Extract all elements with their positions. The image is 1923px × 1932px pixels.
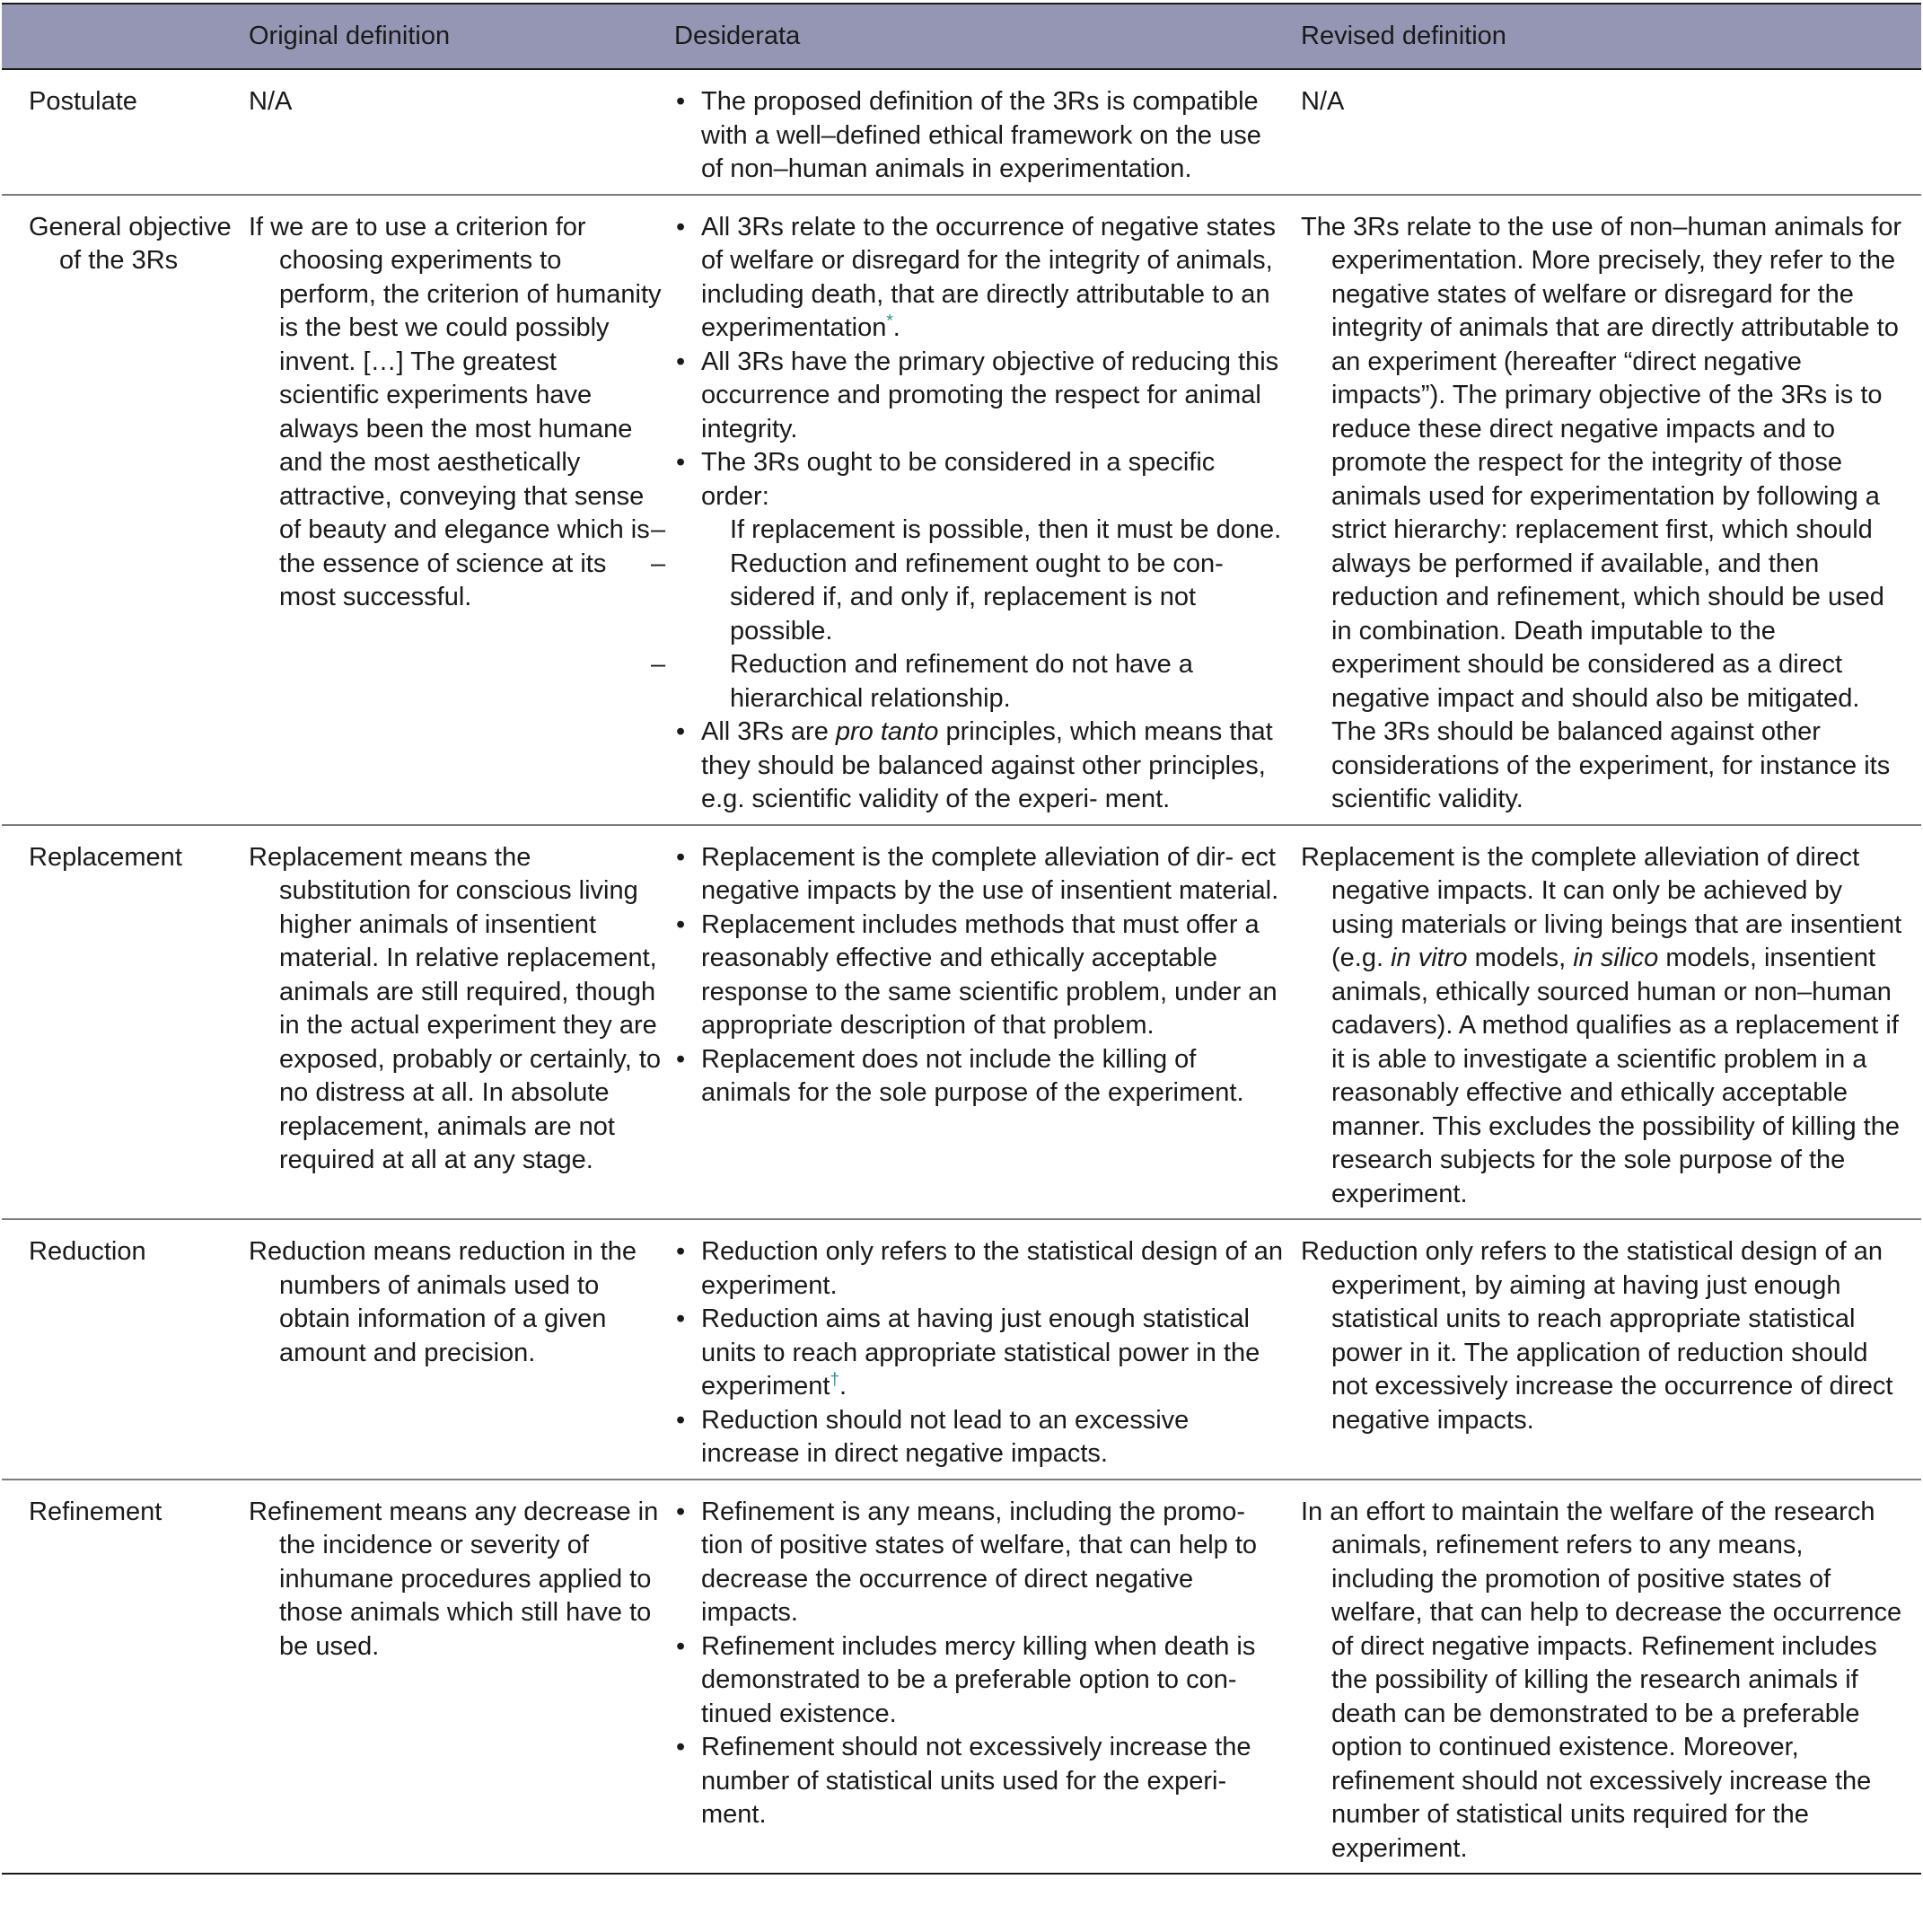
desiderata-list — [674, 211, 1288, 817]
original-definition-text: Reduction means reduction in the numbers of animals used to obtain information of a given amount and precision. — [249, 1237, 637, 1367]
original-definition-cell — [249, 69, 674, 195]
original-definition-cell — [249, 195, 674, 825]
desiderata-list — [674, 841, 1288, 1111]
revised-text: models, — [1474, 944, 1567, 972]
row-label — [2, 195, 249, 825]
desiderata-item — [674, 1303, 1288, 1404]
definitions-table — [2, 3, 1921, 1875]
header-revised-definition: Revised definition — [1301, 4, 1921, 69]
desiderata-cell — [674, 69, 1301, 195]
original-definition-cell — [249, 1480, 674, 1875]
footnote-marker: † — [830, 1370, 840, 1390]
row-label: Reduction — [2, 1219, 249, 1480]
original-definition-text: Replacement means the substitution for conscious living higher animals of insentient material. In relative replacement, animals are still required, though in the actual experiment they are exposed, probably or certainly, to no distress at all. In absolute replacement, animals are not required at all at any stage. — [249, 842, 662, 1174]
original-definition-cell — [249, 825, 674, 1220]
desiderata-item: • Refinement is any means, including the promo- tion of positive states of welfare, that can help to decrease the occurrence of direct negative impacts. — [674, 1496, 1288, 1630]
desiderata-item — [674, 716, 1288, 817]
table-row-replacement — [2, 825, 1921, 1220]
desiderata-item: • Replacement is the complete alleviation of dir- ect negative impacts by the use of insentient material. — [674, 841, 1288, 909]
revised-definition-text: N/A — [1301, 87, 1345, 116]
header-desiderata: Desiderata — [674, 4, 1301, 69]
revised-definition-text: In an effort to maintain the welfare of the research animals, refinement refers to any means, including the promotion of positive states of welfare, that can help to decrease the occurrence of direct negative impacts. Refinement includes the possibility of killing the research animals if death can be demonstrated to be a preferable option to continued existence. Moreover, refinement should not excessively increase the number of statistical units required for the experiment. — [1301, 1497, 1902, 1863]
table-header — [2, 4, 1921, 69]
desiderata-cell — [674, 1480, 1301, 1875]
original-definition-text: If we are to use a criterion for choosing experiments to perform, the criterion of humanity is the best we could possibly invent. […] The greatest scientific experiments have always been the most humane and the most aesthetically attractive, conveying that sense of beauty and elegance which is the essence of science at its most successful. — [249, 212, 662, 611]
table-row-general-objective — [2, 195, 1921, 825]
revised-italic: in silico — [1573, 944, 1659, 972]
revised-definition-cell — [1301, 69, 1921, 195]
revised-definition-text: Reduction only refers to the statistical design of an experiment, by aiming at having just enough statistical units to reach appropriate statistical power in it. The application of reduction should not excessively increase the occurrence of direct negative impacts. — [1301, 1237, 1893, 1435]
row-label-text: General objective of the 3Rs — [29, 212, 232, 275]
desiderata-cell — [674, 1219, 1301, 1480]
desiderata-item: • Reduction only refers to the statistical design of an experiment. — [674, 1235, 1288, 1303]
revised-italic: in vitro — [1391, 944, 1468, 972]
desiderata-item: • All 3Rs have the primary objective of reducing this occurrence and promoting the respect for animal integrity. — [674, 346, 1288, 447]
desiderata-item-punct: . — [839, 1372, 847, 1401]
original-definition-cell — [249, 1219, 674, 1480]
revised-definition-text: The 3Rs relate to the use of non–human animals for experimentation. More precisely, they refer to the negative states of welfare or disregard for the integrity of animals that are directly attributable to an experiment (hereafter “direct negative impacts”). The primary objective of the 3Rs is to reduce these direct negative impacts and to promote the respect for the integrity of those animals used for experimentation by following a strict hierarchy: replacement first, which should always be performed if available, and then reduction and refinement, which should be used in combination. Death imputable to the experiment should be considered as a direct negative impact and should also be mitigated. The 3Rs should be balanced against other considerations of the experiment, for instance its scientific validity. — [1301, 212, 1901, 813]
original-definition-text: Refinement means any decrease in the incidence or severity of inhumane procedures applied to those animals which still have to be used. — [249, 1497, 659, 1661]
header-original-definition: Original definition — [249, 4, 674, 69]
desiderata-cell — [674, 195, 1301, 825]
table-body — [2, 69, 1921, 1874]
row-label: Refinement — [2, 1480, 249, 1875]
header-row — [2, 4, 1921, 69]
row-label: Replacement — [2, 825, 249, 1220]
desiderata-item-text: All 3Rs relate to the occurrence of negative states of welfare or disregard for the integrity of animals, including death, that are directly attributable to an experimentation — [701, 212, 1276, 342]
revised-definition-text — [1301, 841, 1909, 1212]
desiderata-list — [674, 1496, 1288, 1832]
desiderata-subitem: – Reduction and refinement ought to be con- sidered if, and only if, replacement is not possible. — [674, 548, 1288, 649]
revised-definition-cell — [1301, 195, 1921, 825]
desiderata-item: • Refinement includes mercy killing when death is demonstrated to be a preferable option to con- tinued existence. — [674, 1630, 1288, 1732]
desiderata-list — [674, 1235, 1288, 1471]
original-definition-text: N/A — [249, 87, 293, 116]
desiderata-item-text: Reduction aims at having just enough statistical units to reach appropriate statistical power in the experiment — [701, 1304, 1260, 1401]
desiderata-item: • Replacement does not include the killing of animals for the sole purpose of the experiment. — [674, 1043, 1288, 1111]
footnote-marker: * — [886, 312, 893, 331]
desiderata-item-punct: . — [892, 313, 900, 342]
revised-text: models, insentient animals, ethically sourced human or non–human cadavers). A method qualifies as a replacement if it is able to investigate a scientific problem in a reasonably effective and ethically acceptable manner. This excludes the possibility of killing the research subjects for the sole purpose of the experiment. — [1331, 944, 1900, 1208]
desiderata-item: • The proposed definition of the 3Rs is compatible with a well–defined ethical framework on the use of non–human animals in experimentation. — [674, 85, 1288, 187]
desiderata-item-text: principles, which means that they should be balanced against other principles, e.g. scientific validity of the experi- ment. — [701, 717, 1273, 813]
revised-definition-cell — [1301, 1480, 1921, 1875]
desiderata-item: • Replacement includes methods that must offer a reasonably effective and ethically acceptable response to the same scientific problem, under an appropriate description of that problem. — [674, 909, 1288, 1043]
revised-definition-cell — [1301, 1219, 1921, 1480]
desiderata-item: • The 3Rs ought to be considered in a specific order: — [674, 446, 1288, 514]
desiderata-list — [674, 85, 1288, 187]
desiderata-item: • Reduction should not lead to an excessive increase in direct negative impacts. — [674, 1404, 1288, 1471]
desiderata-item: • Refinement should not excessively increase the number of statistical units used for the experi- ment. — [674, 1731, 1288, 1832]
desiderata-item — [674, 211, 1288, 346]
table-row-refinement — [2, 1480, 1921, 1875]
header-cell-label — [2, 4, 249, 69]
table-row-reduction — [2, 1219, 1921, 1480]
desiderata-item-italic: pro tanto — [835, 717, 939, 746]
desiderata-subitem: – If replacement is possible, then it must be done. — [674, 514, 1288, 548]
desiderata-item-text: All 3Rs are — [701, 717, 829, 746]
table-row-postulate — [2, 69, 1921, 195]
revised-text: Replacement is the complete alleviation of direct negative impacts. It can only be achieved by using materials or living beings that are insentient (e.g. — [1301, 842, 1902, 972]
row-label: Postulate — [2, 69, 249, 195]
desiderata-subitem: – Reduction and refinement do not have a hierarchical relationship. — [674, 648, 1288, 716]
desiderata-cell — [674, 825, 1301, 1220]
revised-definition-cell — [1301, 825, 1921, 1220]
